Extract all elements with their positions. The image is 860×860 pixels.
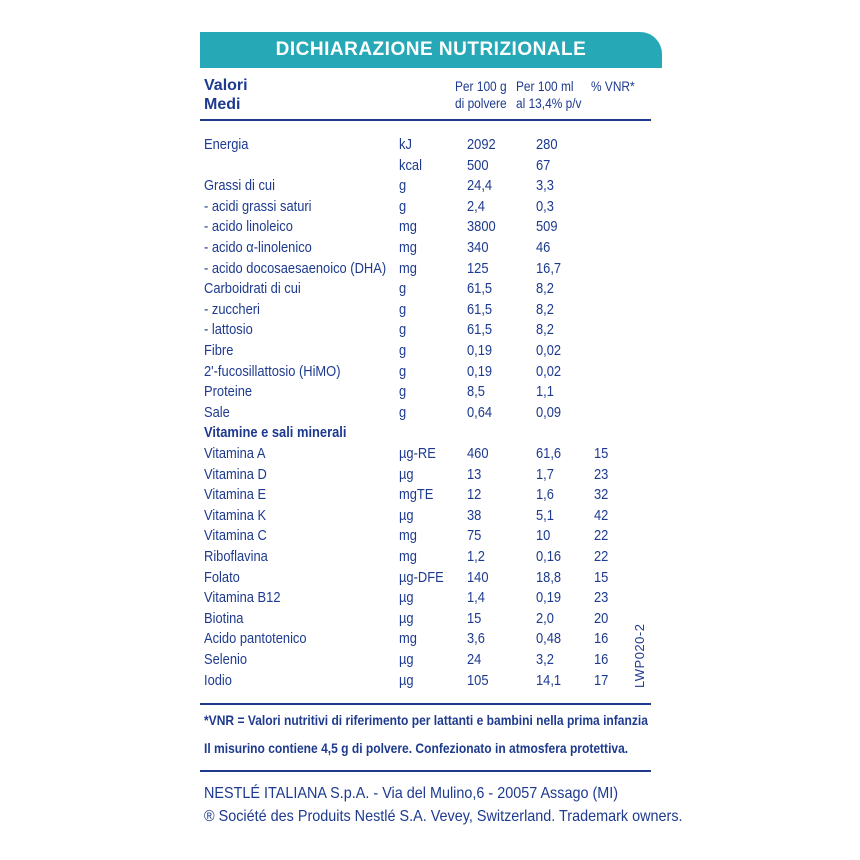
row-unit: g (399, 177, 407, 195)
table-row (0, 135, 860, 155)
row-name: 2'-fucosillattosio (HiMO) (204, 362, 341, 380)
table-row (0, 341, 860, 361)
row-per100ml: 0,02 (536, 342, 562, 359)
row-per100g: 3,6 (467, 630, 485, 648)
row-per100ml: 0,02 (536, 362, 562, 380)
column-header-name-line1: Valori (204, 77, 248, 94)
row-unit: mgTE (399, 486, 434, 504)
table-row (0, 279, 860, 299)
row-per100ml: 16,7 (536, 259, 562, 277)
row-unit: µg-RE (399, 445, 436, 462)
row-per100ml: 0,09 (536, 403, 562, 421)
row-vnr: 42 (594, 506, 609, 524)
row-per100g: 38 (467, 506, 482, 524)
row-per100ml: 2,0 (536, 609, 554, 627)
table-row (0, 300, 860, 320)
row-unit: µg (399, 589, 414, 607)
row-name: Carboidrati di cui (204, 280, 301, 298)
table-row (0, 568, 860, 588)
row-name: Folato (204, 568, 240, 586)
row-name: Acido pantotenico (204, 630, 307, 648)
row-per100g: 1,4 (467, 589, 485, 607)
row-vnr: 16 (594, 651, 609, 668)
row-vnr: 22 (594, 548, 609, 565)
table-row (0, 362, 860, 382)
row-per100g: 3800 (467, 218, 496, 236)
vnr-footnote: *VNR = Valori nutritivi di riferimento per lattanti e bambini nella prima infanzia (204, 712, 648, 728)
row-per100ml: 1,6 (536, 486, 554, 504)
row-per100ml: 0,19 (536, 589, 562, 607)
row-per100ml: 280 (536, 136, 558, 153)
row-per100ml: 3,2 (536, 651, 554, 668)
row-per100g: 105 (467, 671, 489, 689)
row-per100ml: 0,48 (536, 630, 562, 648)
row-per100ml: 10 (536, 527, 551, 545)
row-vnr: 15 (594, 568, 609, 586)
column-header-per100g (455, 78, 507, 112)
row-name: - acido linoleico (204, 218, 293, 236)
row-per100ml: 1,1 (536, 383, 554, 401)
table-row (0, 526, 860, 546)
table-row (0, 506, 860, 526)
row-unit: g (399, 342, 407, 359)
row-vnr: 17 (594, 671, 609, 689)
row-per100g: 2092 (467, 136, 496, 153)
row-per100g: 61,5 (467, 321, 493, 339)
row-unit: µg (399, 671, 414, 689)
row-per100g: 340 (467, 239, 489, 256)
row-name: Vitamine e sali minerali (204, 424, 347, 442)
row-unit: g (399, 280, 407, 298)
table-row (0, 650, 860, 670)
table-row (0, 238, 860, 258)
table-row (0, 671, 860, 691)
footer-divider (200, 770, 651, 772)
row-unit: µg (399, 506, 414, 524)
table-row (0, 320, 860, 340)
row-name: Vitamina A (204, 445, 266, 462)
header-divider (200, 119, 651, 121)
trademark-note: ® Société des Produits Nestlé S.A. Vevey, Switzerland. Trademark owners. (204, 808, 683, 825)
row-unit: mg (399, 527, 417, 545)
row-name: - acidi grassi saturi (204, 197, 312, 215)
column-header-vnr: % VNR* (591, 78, 635, 94)
row-per100g: 61,5 (467, 300, 493, 318)
column-header-name (204, 76, 248, 114)
row-unit: g (399, 383, 407, 401)
row-per100ml: 0,16 (536, 548, 562, 565)
row-name: Biotina (204, 609, 244, 627)
company-address: NESTLÉ ITALIANA S.p.A. - Via del Mulino,6 - 20057 Assago (MI) (204, 785, 619, 802)
row-per100g: 0,19 (467, 362, 493, 380)
row-per100g: 24,4 (467, 177, 493, 195)
row-per100ml: 1,7 (536, 465, 554, 483)
row-name: Proteine (204, 383, 253, 401)
table-row (0, 465, 860, 485)
row-name: Selenio (204, 651, 248, 668)
row-per100ml: 61,6 (536, 445, 562, 462)
row-per100g: 2,4 (467, 197, 485, 215)
row-name: - lattosio (204, 321, 253, 339)
row-per100ml: 3,3 (536, 177, 554, 195)
row-unit: mg (399, 548, 417, 565)
column-header-per100ml-line2: al 13,4% p/v (516, 95, 582, 111)
table-row (0, 176, 860, 196)
table-row (0, 588, 860, 608)
column-header-per100ml-line1: Per 100 ml (516, 78, 574, 94)
row-vnr: 22 (594, 527, 609, 545)
row-unit: kcal (399, 156, 422, 174)
row-vnr: 32 (594, 486, 609, 504)
row-per100g: 15 (467, 609, 482, 627)
side-code: LWP020-2 (632, 623, 647, 688)
table-row (0, 547, 860, 567)
row-unit: g (399, 197, 407, 215)
row-per100g: 61,5 (467, 280, 493, 298)
column-header-per100ml (516, 78, 582, 112)
table-row (0, 609, 860, 629)
row-per100g: 12 (467, 486, 482, 504)
row-name: Vitamina D (204, 465, 267, 483)
table-row (0, 259, 860, 279)
row-name: Vitamina K (204, 506, 267, 524)
table-bottom-divider (200, 703, 651, 705)
row-unit: g (399, 321, 407, 339)
row-per100ml: 67 (536, 156, 551, 174)
row-per100g: 75 (467, 527, 482, 545)
row-unit: mg (399, 218, 417, 236)
row-unit: µg (399, 465, 414, 483)
row-name: Energia (204, 136, 249, 153)
row-per100ml: 5,1 (536, 506, 554, 524)
column-header-name-line2: Medi (204, 96, 241, 113)
row-per100g: 24 (467, 651, 482, 668)
row-per100g: 0,64 (467, 403, 493, 421)
row-unit: g (399, 300, 407, 318)
column-header-per100g-line2: di polvere (455, 95, 507, 111)
row-name: Vitamina B12 (204, 589, 281, 607)
row-unit: µg (399, 609, 414, 627)
row-name: Vitamina C (204, 527, 267, 545)
column-header-per100g-line1: Per 100 g (455, 78, 507, 94)
row-unit: µg-DFE (399, 568, 444, 586)
table-row (0, 156, 860, 176)
section-header (0, 423, 860, 443)
row-per100g: 1,2 (467, 548, 485, 565)
row-per100g: 0,19 (467, 342, 493, 359)
row-unit: kJ (399, 136, 412, 153)
row-name: - acido α-linolenico (204, 239, 312, 256)
row-name: Grassi di cui (204, 177, 275, 195)
table-row (0, 485, 860, 505)
row-name: Riboflavina (204, 548, 268, 565)
row-per100ml: 509 (536, 218, 558, 236)
row-vnr: 23 (594, 465, 609, 483)
row-per100g: 460 (467, 445, 489, 462)
row-unit: mg (399, 259, 417, 277)
row-vnr: 15 (594, 445, 609, 462)
row-per100g: 13 (467, 465, 482, 483)
row-vnr: 16 (594, 630, 609, 648)
row-per100g: 125 (467, 259, 489, 277)
row-per100ml: 14,1 (536, 671, 562, 689)
table-row (0, 197, 860, 217)
row-unit: mg (399, 630, 417, 648)
row-per100ml: 0,3 (536, 197, 554, 215)
table-row (0, 444, 860, 464)
row-unit: g (399, 362, 407, 380)
row-vnr: 20 (594, 609, 609, 627)
row-per100ml: 8,2 (536, 321, 554, 339)
row-vnr: 23 (594, 589, 609, 607)
page-title: DICHIARAZIONE NUTRIZIONALE (275, 39, 587, 60)
table-row (0, 629, 860, 649)
row-name: Fibre (204, 342, 234, 359)
table-row (0, 217, 860, 237)
row-name: - acido docosaesaenoico (DHA) (204, 259, 387, 277)
table-row (0, 403, 860, 423)
row-name: Iodio (204, 671, 232, 689)
table-row (0, 382, 860, 402)
row-per100g: 500 (467, 156, 489, 174)
row-per100ml: 18,8 (536, 568, 562, 586)
row-per100ml: 46 (536, 239, 551, 256)
row-name: - zuccheri (204, 300, 260, 318)
row-name: Sale (204, 403, 230, 421)
row-unit: g (399, 403, 407, 421)
row-per100g: 140 (467, 568, 489, 586)
row-per100ml: 8,2 (536, 300, 554, 318)
row-per100ml: 8,2 (536, 280, 554, 298)
row-per100g: 8,5 (467, 383, 485, 401)
scoop-footnote: Il misurino contiene 4,5 g di polvere. Confezionato in atmosfera protettiva. (204, 740, 629, 756)
row-unit: µg (399, 651, 414, 668)
row-unit: mg (399, 239, 417, 256)
row-name: Vitamina E (204, 486, 267, 504)
